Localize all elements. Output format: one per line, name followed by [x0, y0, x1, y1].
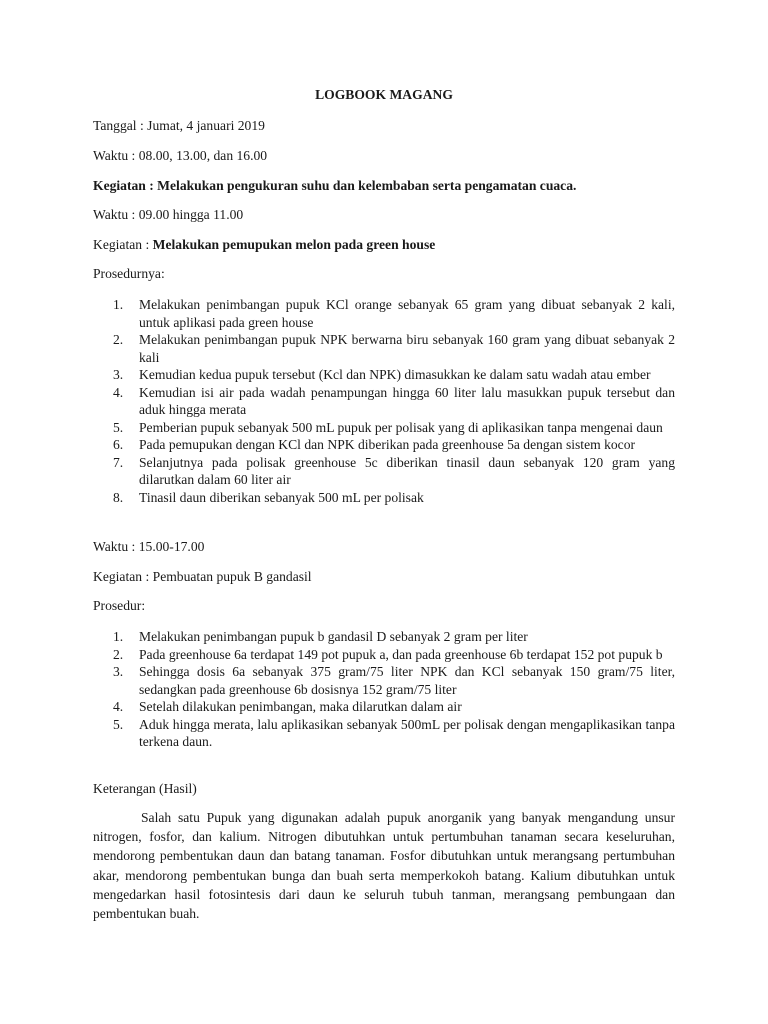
list-item: 3. Sehingga dosis 6a sebanyak 375 gram/75 liter NPK dan KCl sebanyak 150 gram/75 liter, sedangkan pada greenhouse 6b dosisnya 152 gram/75 liter — [113, 664, 675, 697]
waktu-line-2: Waktu : 09.00 hingga 11.00 — [93, 207, 244, 222]
list-item: 7. Selanjutnya pada polisak greenhouse 5c diberikan tinasil daun sebanyak 120 gram yang dilarutkan dalam 60 liter air — [113, 454, 675, 487]
list-item: 4. Kemudian isi air pada wadah penampungan hingga 60 liter lalu masukkan pupuk tersebut dan aduk hingga merata — [113, 384, 675, 417]
keterangan-paragraph: Salah satu Pupuk yang digunakan adalah pupuk anorganik yang banyak mengandung unsur nitrogen, fosfor, dan kalium. Nitrogen dibutuhkan untuk pertumbuhan tanaman secara keseluruhan, mendorong pembentukan daun dan batang tanaman. Fosfor dibutuhkan untuk merangsang pertumbuhan akar, mendorong pembentukan bunga dan buah serta memperkokoh batang. Kalium dibutuhkan untuk mengedarkan hasil fotosintesis dari daun ke seluruh tubuh tanman, merangsang pembungaan dan pembentukan buah. — [93, 810, 675, 922]
list-item: 1. Melakukan penimbangan pupuk KCl orange sebanyak 65 gram yang dibuat sebanyak 2 kali, untuk aplikasi pada green house — [113, 297, 675, 330]
waktu-line-3: Waktu : 15.00-17.00 — [93, 539, 205, 554]
list-item: 4. Setelah dilakukan penimbangan, maka dilarutkan dalam air — [113, 699, 462, 714]
list-item: 2. Pada greenhouse 6a terdapat 149 pot pupuk a, dan pada greenhouse 6b terdapat 152 pot pupuk b — [113, 646, 663, 662]
prosedur-list-1 — [93, 296, 675, 506]
kegiatan-2-title: Melakukan pemupukan melon pada green house — [152, 237, 436, 252]
kegiatan-line-1: Kegiatan : Melakukan pengukuran suhu dan kelembaban serta pengamatan cuaca. — [93, 178, 577, 193]
waktu-line-1: Waktu : 08.00, 13.00, dan 16.00 — [93, 148, 268, 163]
list-item: 1. Melakukan penimbangan pupuk b gandasil D sebanyak 2 gram per liter — [113, 629, 528, 644]
prosedur-label-1: Prosedurnya: — [93, 266, 165, 281]
list-item: 5. Aduk hingga merata, lalu aplikasikan sebanyak 500mL per polisak dengan mengaplikasikan tanpa terkena daun. — [113, 716, 675, 749]
list-item: 3. Kemudian kedua pupuk tersebut (Kcl dan NPK) dimasukkan ke dalam satu wadah atau ember — [113, 367, 651, 382]
prosedur-list-2 — [93, 628, 675, 751]
tanggal-line: Tanggal : Jumat, 4 januari 2019 — [93, 118, 265, 133]
list-item: 6. Pada pemupukan dengan KCl dan NPK diberikan pada greenhouse 5a dengan sistem kocor — [113, 437, 636, 452]
list-item: 5. Pemberian pupuk sebanyak 500 mL pupuk per polisak yang di aplikasikan tanpa mengenai daun — [113, 419, 663, 435]
prosedur-label-2: Prosedur: — [93, 598, 146, 613]
kegiatan-line-2 — [93, 237, 435, 253]
kegiatan-2-prefix: Kegiatan : — [93, 237, 153, 252]
list-item: 8. Tinasil daun diberikan sebanyak 500 mL per polisak — [113, 489, 424, 505]
kegiatan-line-3: Kegiatan : Pembuatan pupuk B gandasil — [93, 569, 312, 584]
list-item: 2. Melakukan penimbangan pupuk NPK berwarna biru sebanyak 160 gram yang dibuat sebanyak 2 kali — [113, 332, 675, 365]
keterangan-label: Keterangan (Hasil) — [93, 781, 197, 796]
page-title: LOGBOOK MAGANG — [315, 87, 453, 102]
